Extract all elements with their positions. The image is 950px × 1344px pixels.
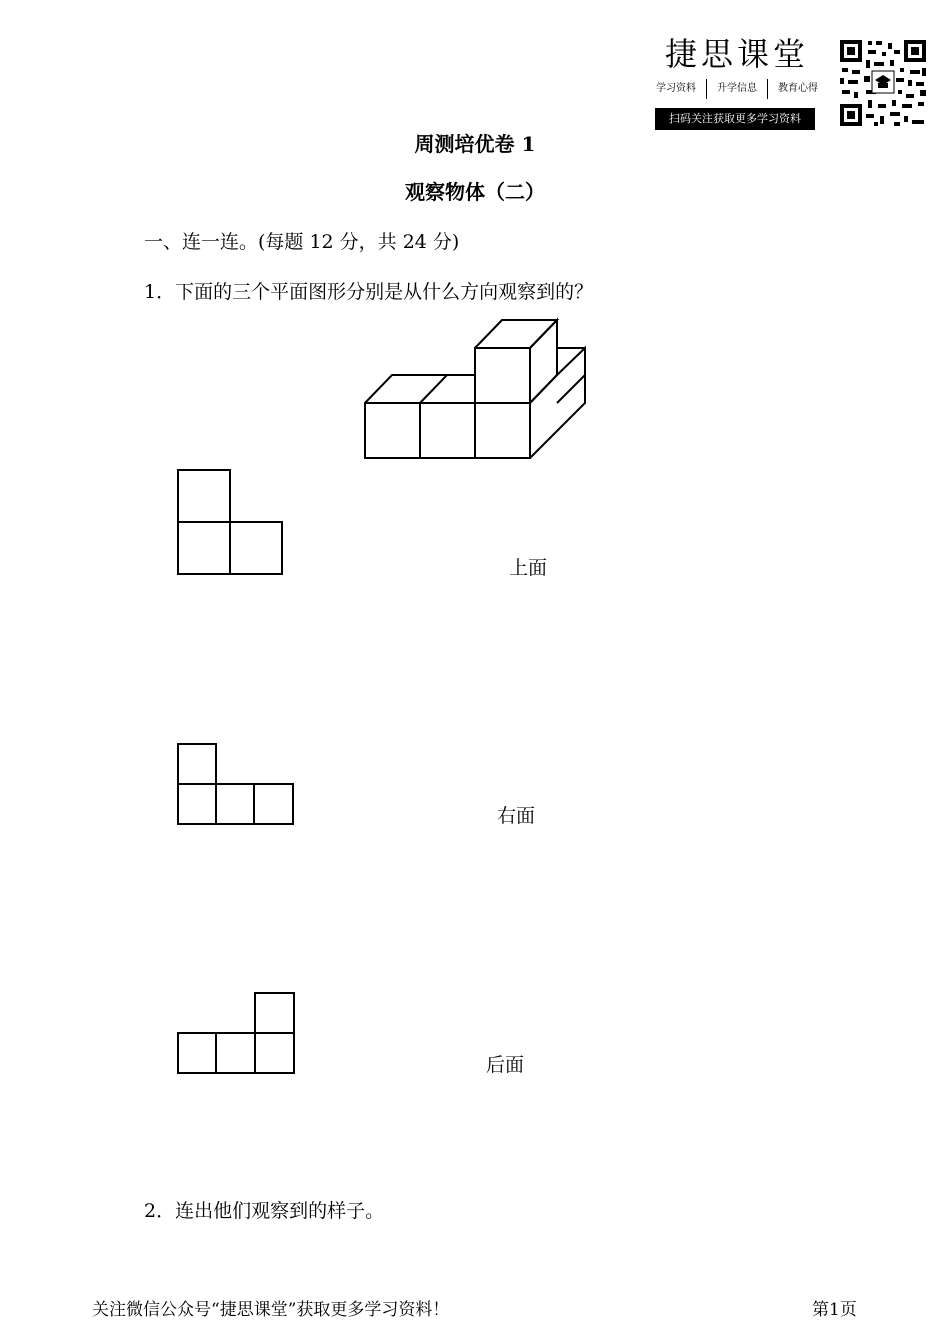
divider xyxy=(706,79,707,99)
direction-label-top: 上面 xyxy=(509,557,548,579)
section-heading: 一、连一连。(每题 12 分，共 24 分) xyxy=(144,231,460,253)
brand-tag: 学习资料 xyxy=(656,83,696,94)
qr-code-icon xyxy=(838,38,928,128)
view-shape-3 xyxy=(176,991,298,1075)
footer-note: 关注微信公众号“捷思课堂”获取更多学习资料！ xyxy=(92,1300,450,1320)
question-2: 2．连出他们观察到的样子。 xyxy=(144,1200,385,1222)
page-subtitle: 观察物体（二） xyxy=(405,180,545,204)
question-1: 1．下面的三个平面图形分别是从什么方向观察到的？ xyxy=(144,281,594,303)
view-shape-2 xyxy=(176,742,298,826)
direction-label-right: 右面 xyxy=(497,805,536,827)
page-number: 第1页 xyxy=(812,1300,857,1320)
page-title: 周测培优卷 1 xyxy=(414,132,536,156)
brand-bar: 扫码关注获取更多学习资料 xyxy=(655,108,815,130)
view-shape-1 xyxy=(176,468,286,578)
brand-tag: 教育心得 xyxy=(778,83,818,94)
divider xyxy=(767,79,768,99)
brand-logo-text: 捷思课堂 xyxy=(664,35,809,73)
cube-solid-figure xyxy=(360,315,590,461)
direction-label-back: 后面 xyxy=(486,1054,525,1076)
brand-tags xyxy=(652,79,822,99)
brand-tag: 升学信息 xyxy=(717,83,757,94)
